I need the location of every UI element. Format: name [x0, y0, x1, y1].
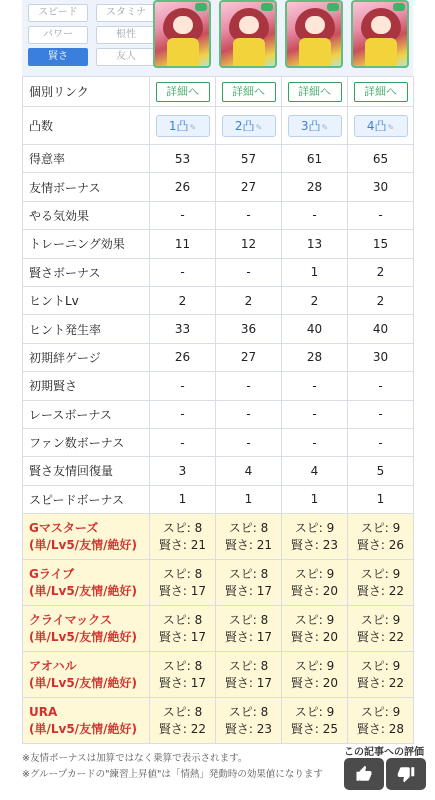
filter-friend[interactable]: 友人: [96, 48, 156, 66]
pencil-icon: ✎: [255, 122, 263, 132]
row-label: 個別リンク: [23, 77, 150, 107]
limit-break-selector[interactable]: 4凸✎: [354, 115, 408, 137]
wisdom-gain: 賢さ: 25: [290, 721, 339, 736]
card-header: [22, 0, 413, 76]
row-label: ヒント発生率: [23, 315, 150, 343]
table-row: [23, 230, 414, 258]
table-cell: 65: [348, 145, 414, 173]
scenario-cell: [348, 606, 414, 652]
row-label: 賢さ友情回復量: [23, 457, 150, 485]
speed-gain: スピ: 9: [294, 658, 335, 673]
wisdom-gain: 賢さ: 20: [290, 629, 339, 644]
row-label: レースボーナス: [23, 400, 150, 428]
table-row: [23, 372, 414, 400]
wisdom-gain: 賢さ: 17: [224, 629, 273, 644]
scenario-row: [23, 652, 414, 698]
wisdom-gain: 賢さ: 26: [356, 537, 405, 552]
table-cell: 4: [282, 457, 348, 485]
table-row: [23, 457, 414, 485]
row-limit-break: [23, 107, 414, 145]
table-cell: 4: [216, 457, 282, 485]
wisdom-gain: 賢さ: 22: [356, 583, 405, 598]
table-cell: -: [282, 372, 348, 400]
row-label: トレーニング効果: [23, 230, 150, 258]
table-row: [23, 258, 414, 286]
scenario-cell: [216, 560, 282, 606]
table-cell: 2: [216, 286, 282, 314]
table-cell: -: [348, 400, 414, 428]
speed-gain: スピ: 8: [228, 520, 269, 535]
rating-label: この記事への評価: [344, 747, 424, 758]
table-row: [23, 286, 414, 314]
table-cell: -: [348, 201, 414, 229]
scenario-cell: [216, 514, 282, 560]
scenario-label: [23, 560, 150, 606]
table-cell: -: [348, 428, 414, 456]
row-label: 賢さボーナス: [23, 258, 150, 286]
table-row: [23, 145, 414, 173]
scenario-cell: [216, 652, 282, 698]
table-cell: 5: [348, 457, 414, 485]
wisdom-gain: 賢さ: 22: [158, 721, 207, 736]
table-cell: 53: [150, 145, 216, 173]
table-cell: -: [150, 258, 216, 286]
scenario-label: [23, 514, 150, 560]
row-label: ヒントLv: [23, 286, 150, 314]
scenario-row: [23, 698, 414, 744]
speed-gain: スピ: 9: [294, 566, 335, 581]
table-cell: 2: [150, 286, 216, 314]
pencil-icon: ✎: [189, 122, 197, 132]
table-cell: 28: [282, 343, 348, 371]
speed-gain: スピ: 9: [360, 566, 401, 581]
table-cell: 33: [150, 315, 216, 343]
detail-button[interactable]: 詳細へ: [354, 82, 408, 102]
speed-gain: スピ: 8: [228, 658, 269, 673]
scenario-conditions: (単/Lv5/友情/絶好): [29, 675, 137, 690]
table-row: [23, 343, 414, 371]
row-label: やる気効果: [23, 201, 150, 229]
table-cell: 2: [348, 258, 414, 286]
scenario-cell: [348, 652, 414, 698]
table-cell: 15: [348, 230, 414, 258]
table-cell: 1: [282, 258, 348, 286]
scenario-name: クライマックス: [29, 612, 113, 627]
table-cell: 26: [150, 173, 216, 201]
wisdom-gain: 賢さ: 17: [224, 675, 273, 690]
thumbs-down-icon: [397, 765, 415, 783]
scenario-cell: [282, 560, 348, 606]
speed-gain: スピ: 8: [228, 566, 269, 581]
wisdom-gain: 賢さ: 28: [356, 721, 405, 736]
scenario-conditions: (単/Lv5/友情/絶好): [29, 537, 137, 552]
table-cell: 1: [282, 485, 348, 513]
table-cell: 1: [348, 485, 414, 513]
scenario-label: [23, 698, 150, 744]
row-label: 初期賢さ: [23, 372, 150, 400]
table-cell: -: [216, 201, 282, 229]
scenario-name: Gライブ: [29, 566, 75, 581]
scenario-cell: [150, 514, 216, 560]
limit-break-selector[interactable]: 3凸✎: [288, 115, 342, 137]
table-cell: 36: [216, 315, 282, 343]
speed-gain: スピ: 8: [228, 704, 269, 719]
filter-guts[interactable]: 根性: [96, 26, 156, 44]
card-image-1: [153, 0, 211, 68]
speed-gain: スピ: 8: [162, 520, 203, 535]
table-cell: 26: [150, 343, 216, 371]
row-label: 友情ボーナス: [23, 173, 150, 201]
limit-break-selector[interactable]: 1凸✎: [156, 115, 210, 137]
table-cell: 30: [348, 173, 414, 201]
scenario-cell: [216, 698, 282, 744]
scenario-cell: [150, 560, 216, 606]
table-cell: 57: [216, 145, 282, 173]
stats-table: [22, 76, 414, 744]
scenario-cell: [150, 652, 216, 698]
speed-gain: スピ: 9: [294, 612, 335, 627]
wisdom-gain: 賢さ: 17: [224, 583, 273, 598]
table-cell: 28: [282, 173, 348, 201]
wisdom-gain: 賢さ: 20: [290, 583, 339, 598]
pencil-icon: ✎: [387, 122, 395, 132]
wisdom-gain: 賢さ: 20: [290, 675, 339, 690]
scenario-label: [23, 652, 150, 698]
scenario-cell: [282, 698, 348, 744]
table-cell: 27: [216, 343, 282, 371]
speed-gain: スピ: 8: [162, 704, 203, 719]
table-cell: -: [216, 428, 282, 456]
speed-gain: スピ: 8: [162, 612, 203, 627]
speed-gain: スピ: 9: [360, 658, 401, 673]
table-cell: 40: [282, 315, 348, 343]
scenario-cell: [282, 652, 348, 698]
filter-wisdom[interactable]: 賢さ: [28, 48, 88, 66]
wisdom-gain: 賢さ: 17: [158, 583, 207, 598]
scenario-cell: [348, 514, 414, 560]
scenario-cell: [348, 698, 414, 744]
detail-button[interactable]: 詳細へ: [222, 82, 276, 102]
scenario-conditions: (単/Lv5/友情/絶好): [29, 721, 137, 736]
row-label: 凸数: [23, 107, 150, 145]
scenario-name: アオハル: [29, 658, 77, 673]
table-cell: -: [216, 258, 282, 286]
scenario-conditions: (単/Lv5/友情/絶好): [29, 629, 137, 644]
wisdom-gain: 賢さ: 21: [158, 537, 207, 552]
table-cell: 1: [150, 485, 216, 513]
speed-gain: スピ: 8: [162, 658, 203, 673]
table-cell: -: [150, 428, 216, 456]
wisdom-gain: 賢さ: 22: [356, 675, 405, 690]
scenario-conditions: (単/Lv5/友情/絶好): [29, 583, 137, 598]
table-cell: 1: [216, 485, 282, 513]
table-cell: -: [150, 372, 216, 400]
table-cell: 61: [282, 145, 348, 173]
note-group-card: ※グループカードの"練習上昇値"は「情熱」発動時の効果値になります: [22, 769, 323, 780]
table-row: [23, 400, 414, 428]
table-cell: -: [216, 400, 282, 428]
scenario-cell: [282, 514, 348, 560]
note-friendship: ※友情ボーナスは加算ではなく乗算で表示されます。: [22, 753, 248, 764]
speed-gain: スピ: 9: [360, 704, 401, 719]
speed-gain: スピ: 9: [294, 704, 335, 719]
scenario-cell: [216, 606, 282, 652]
speed-gain: スピ: 9: [360, 520, 401, 535]
filter-speed[interactable]: スピード: [28, 4, 88, 22]
table-row: [23, 315, 414, 343]
row-label: 初期絆ゲージ: [23, 343, 150, 371]
table-cell: 11: [150, 230, 216, 258]
table-cell: -: [150, 201, 216, 229]
table-cell: 3: [150, 457, 216, 485]
speed-gain: スピ: 9: [360, 612, 401, 627]
table-cell: 2: [282, 286, 348, 314]
wisdom-gain: 賢さ: 17: [158, 675, 207, 690]
scenario-cell: [282, 606, 348, 652]
table-row: [23, 201, 414, 229]
table-cell: -: [150, 400, 216, 428]
detail-button[interactable]: 詳細へ: [288, 82, 342, 102]
table-cell: -: [282, 428, 348, 456]
table-cell: 12: [216, 230, 282, 258]
scenario-cell: [150, 698, 216, 744]
scenario-name: URA: [29, 704, 58, 719]
row-detail-link: [23, 77, 414, 107]
table-cell: 30: [348, 343, 414, 371]
thumbs-down-button[interactable]: [386, 758, 426, 790]
wisdom-gain: 賢さ: 21: [224, 537, 273, 552]
row-label: ファン数ボーナス: [23, 428, 150, 456]
pencil-icon: ✎: [321, 122, 329, 132]
speed-gain: スピ: 8: [162, 566, 203, 581]
card-image-2: [219, 0, 277, 68]
wisdom-gain: 賢さ: 23: [224, 721, 273, 736]
table-cell: 27: [216, 173, 282, 201]
speed-gain: スピ: 8: [228, 612, 269, 627]
table-cell: 2: [348, 286, 414, 314]
scenario-cell: [348, 560, 414, 606]
wisdom-gain: 賢さ: 23: [290, 537, 339, 552]
card-image-4: [351, 0, 409, 68]
table-row: [23, 428, 414, 456]
table-cell: 40: [348, 315, 414, 343]
scenario-cell: [150, 606, 216, 652]
scenario-row: [23, 560, 414, 606]
filter-stamina[interactable]: スタミナ: [96, 4, 156, 22]
card-image-3: [285, 0, 343, 68]
table-row: [23, 485, 414, 513]
row-label: スピードボーナス: [23, 485, 150, 513]
table-cell: -: [282, 400, 348, 428]
table-cell: -: [282, 201, 348, 229]
scenario-name: Gマスターズ: [29, 520, 99, 535]
scenario-row: [23, 606, 414, 652]
speed-gain: スピ: 9: [294, 520, 335, 535]
filter-power[interactable]: パワー: [28, 26, 88, 44]
table-cell: -: [348, 372, 414, 400]
wisdom-gain: 賢さ: 17: [158, 629, 207, 644]
wisdom-gain: 賢さ: 22: [356, 629, 405, 644]
table-cell: 13: [282, 230, 348, 258]
table-cell: -: [216, 372, 282, 400]
table-row: [23, 173, 414, 201]
detail-button[interactable]: 詳細へ: [156, 82, 210, 102]
thumbs-up-button[interactable]: [344, 758, 384, 790]
scenario-label: [23, 606, 150, 652]
row-label: 得意率: [23, 145, 150, 173]
scenario-row: [23, 514, 414, 560]
limit-break-selector[interactable]: 2凸✎: [222, 115, 276, 137]
thumbs-up-icon: [355, 765, 373, 783]
